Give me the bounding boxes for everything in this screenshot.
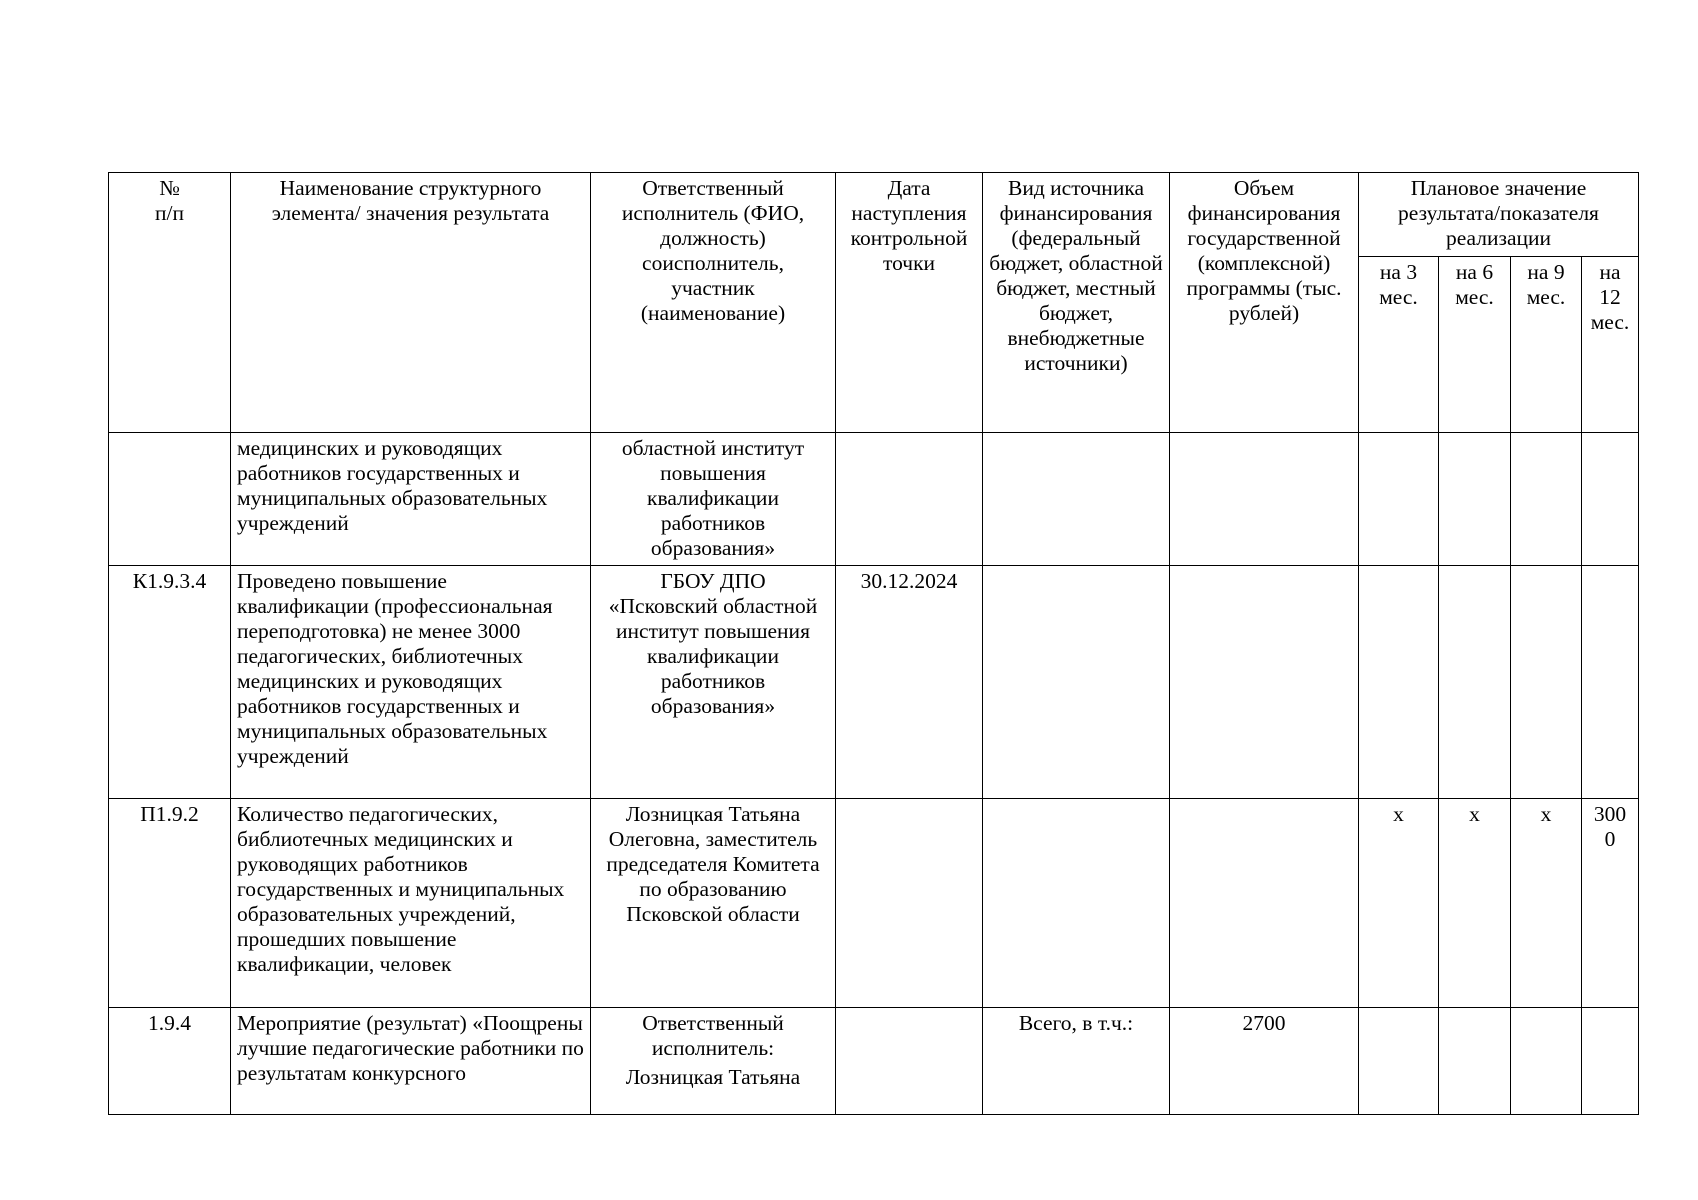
row-m6 [1439, 566, 1511, 799]
row-m12 [1582, 1008, 1639, 1115]
row-executor: ГБОУ ДПО «Псковский областной институт повышения квалификации работников образования» [591, 566, 836, 799]
row-volume [1170, 799, 1359, 1008]
header-m6: на 6 мес. [1439, 257, 1511, 433]
row-executor [591, 1008, 836, 1115]
row-m3 [1359, 1008, 1439, 1115]
header-m9: на 9 мес. [1511, 257, 1582, 433]
table-row [109, 433, 1639, 566]
row-name: Проведено повышение квалификации (профессиональная переподготовка) не менее 3000 педагогических, библиотечных медицинских и руководящих работников государственных и муниципальных образовательных учреждений [231, 566, 591, 799]
row-m9 [1511, 1008, 1582, 1115]
table-row [109, 566, 1639, 799]
row-m12 [1582, 566, 1639, 799]
header-date: Дата наступления контрольной точки [836, 173, 983, 433]
row-executor: областной институт повышения квалификации работников образования» [591, 433, 836, 566]
header-plan: Плановое значение результата/показателя реализации [1359, 173, 1639, 257]
row-volume [1170, 433, 1359, 566]
row-m12 [1582, 433, 1639, 566]
header-source: Вид источника финансирования (федеральный бюджет, областной бюджет, местный бюджет, внебюджетные источники) [983, 173, 1170, 433]
row-num: П1.9.2 [109, 799, 231, 1008]
table-row [109, 1008, 1639, 1115]
row-volume: 2700 [1170, 1008, 1359, 1115]
row-volume [1170, 566, 1359, 799]
row-executor-person: Лозницкая Татьяна [625, 1065, 801, 1089]
table-row [109, 799, 1639, 1008]
row-m3 [1359, 433, 1439, 566]
row-date [836, 1008, 983, 1115]
row-m6 [1439, 433, 1511, 566]
row-num [109, 433, 231, 566]
header-row [109, 173, 1639, 257]
row-m6: х [1439, 799, 1511, 1008]
row-executor-title: Ответственный исполнитель: [642, 1011, 784, 1060]
header-volume: Объем финансирования государственной (комплексной) программы (тыс. рублей) [1170, 173, 1359, 433]
row-m3: х [1359, 799, 1439, 1008]
row-date [836, 799, 983, 1008]
header-name: Наименование структурного элемента/ значения результата [231, 173, 591, 433]
header-executor: Ответственный исполнитель (ФИО, должность) соисполнитель, участник (наименование) [591, 173, 836, 433]
program-table [108, 172, 1639, 1115]
row-m9 [1511, 433, 1582, 566]
row-m6 [1439, 1008, 1511, 1115]
row-num: К1.9.3.4 [109, 566, 231, 799]
header-m12: на 12 мес. [1582, 257, 1639, 433]
row-source [983, 566, 1170, 799]
header-num: № п/п [109, 173, 231, 433]
row-name: медицинских и руководящих работников государственных и муниципальных образовательных учреждений [231, 433, 591, 566]
row-source [983, 799, 1170, 1008]
row-source: Всего, в т.ч.: [983, 1008, 1170, 1115]
row-m12: 300 0 [1582, 799, 1639, 1008]
row-date: 30.12.2024 [836, 566, 983, 799]
row-m3 [1359, 566, 1439, 799]
row-m9 [1511, 566, 1582, 799]
row-source [983, 433, 1170, 566]
row-executor: Лозницкая Татьяна Олеговна, заместитель председателя Комитета по образованию Псковской области [591, 799, 836, 1008]
row-name: Количество педагогических, библиотечных медицинских и руководящих работников государственных и муниципальных образовательных учреждений, прошедших повышение квалификации, человек [231, 799, 591, 1008]
row-num: 1.9.4 [109, 1008, 231, 1115]
row-date [836, 433, 983, 566]
row-m9: х [1511, 799, 1582, 1008]
row-name: Мероприятие (результат) «Поощрены лучшие педагогические работники по результатам конкурсного [231, 1008, 591, 1115]
header-m3: на 3 мес. [1359, 257, 1439, 433]
